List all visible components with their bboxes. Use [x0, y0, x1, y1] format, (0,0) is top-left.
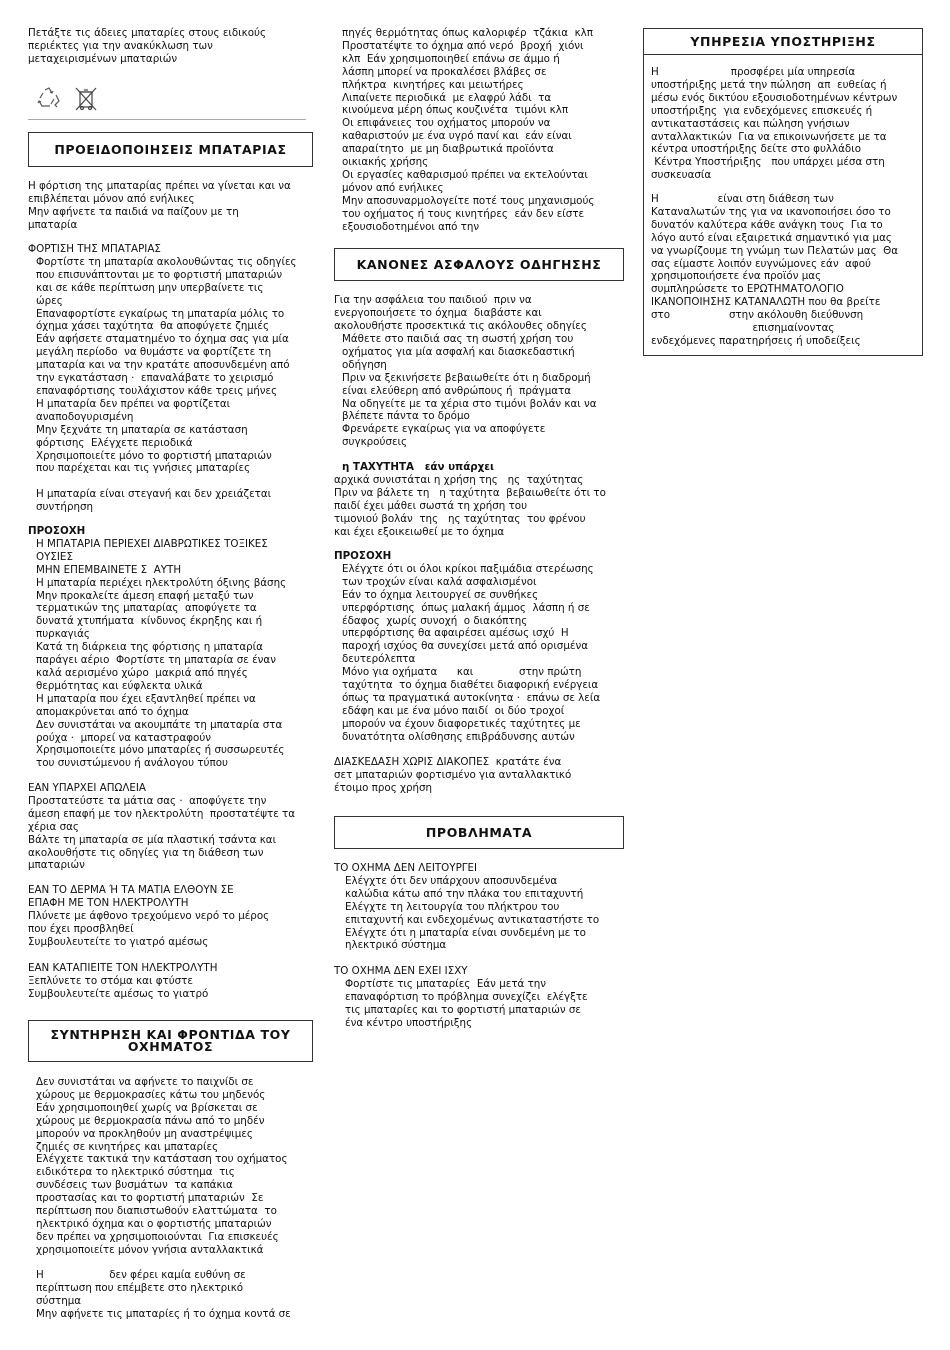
text-line: συσκευασία [651, 169, 712, 182]
care-text [28, 1076, 313, 1257]
text-line: Μην ξεχνάτε τη μπαταρία σε κατάσταση [36, 423, 248, 436]
text-line: Να οδηγείτε με τα χέρια στο τιμόνι βολάν και να [342, 397, 597, 410]
text-line: σας είμαστε λοιπόν ευγνώμονες εάν αφού [651, 257, 871, 270]
text-line: περιέκτες για την ανακύκλωση των [28, 39, 213, 52]
text-line: μπορούν να έχουν διαφορετικές ταχύτητες με [342, 717, 581, 730]
text-line: Φορτίστε τη μπαταρία ακολουθώντας τις οδηγίες [36, 255, 297, 268]
text-line: Η ΜΠΑΤΑΡΙΑ ΠΕΡΙΕΧΕΙ ΔΙΑΒΡΩΤΙΚΕΣ ΤΟΞΙΚΕΣ [36, 537, 268, 550]
text-line: παράγει αέριο Φορτίστε τη μπαταρία σε έναν [36, 654, 276, 667]
text-line: είναι ελεύθερη από ανθρώπους ή πράγματα [342, 384, 572, 397]
text-line: χρησιμοποιήσετε ένα προϊόν μας [651, 270, 822, 283]
text-line: ανταλλακτικών Για να επικοινωνήσετε με τα [651, 130, 887, 143]
text-line: Πριν να ξεκινήσετε βεβαιωθείτε ότι η διαδρομή [342, 371, 591, 384]
text-line: Προστατεύστε τα μάτια σας · αποφύγετε την [28, 794, 267, 807]
skin-contact-section [28, 884, 313, 949]
caution2-title: ΠΡΟΣΟΧΗ [334, 550, 392, 562]
text-line: τις μπαταρίες και το φορτιστή μπαταριών σε [345, 1003, 581, 1016]
text-line: Μην αποσυναρμολογείτε ποτέ τους μηχανισμούς [342, 194, 595, 207]
text-line: τιμονιού βολάν της ης ταχύτητας του φρένου [334, 512, 586, 525]
text-line: Για την ασφάλεια του παιδιού πριν να [334, 294, 532, 306]
text-line: ένα κέντρο υποστήριξης [345, 1016, 473, 1029]
text-line: ΕΑΝ ΤΟ ΔΕΡΜΑ Ή ΤΑ ΜΑΤΙΑ ΕΛΘΟΥΝ ΣΕ [28, 884, 234, 896]
text-line: Ελέγχτε ότι η μπαταρία είναι συνδεμένη με το [345, 926, 586, 939]
heading-safe-driving: ΚΑΝΟΝΕΣ ΑΣΦΑΛΟΥΣ ΟΔΗΓΗΣΗΣ [334, 248, 624, 281]
text-line: που έχει προσβληθεί [28, 922, 134, 935]
text-line: που παρέχεται και τις γνήσιες μπαταρίες [36, 462, 251, 475]
text-line: Εάν αφήσετε σταματημένο το όχημα σας για μία [36, 333, 289, 346]
text-line: Κέντρα Υποστήριξης που υπάρχει μέσα στη [651, 156, 885, 169]
safety-intro [334, 294, 624, 333]
text-line: κινούμενα μέρη όπως κουζινέτα τιμόνι κλπ [342, 104, 569, 117]
text-line: του συνιστώμενου ή ανάλογου τύπου [36, 757, 228, 770]
problem-2-title: ΤΟ ΟΧΗΜΑ ΔΕΝ ΕΧΕΙ ΙΣΧΥ [334, 965, 468, 977]
text-line: δυνατά χτυπήματα κίνδυνος έκρηξης και ή [36, 615, 263, 628]
text-line: Εάν χρησιμοποιηθεί χωρίς να βρίσκεται σε [36, 1101, 258, 1114]
problem-1-text [334, 875, 624, 952]
text-line: εδάφη και με ένα μόνο παιδί οι δύο τροχοί [342, 704, 565, 717]
text-line: Κατά τη διάρκεια της φόρτισης η μπαταρία [36, 641, 263, 654]
problem-1 [334, 862, 624, 952]
text-line: μπαταρία [28, 218, 78, 231]
recycle-intro [28, 27, 313, 66]
text-line: τερματικών της μπαταρίας αποφύγετε τα [36, 602, 257, 615]
text-line: να γνωρίζουμε τη γνώμη των Πελατών μας Θα [651, 244, 899, 257]
text-line: καθαριστούν με ένα υγρό πανί και εάν είναι [342, 130, 572, 143]
text-line: Προστατέψτε το όχημα από νερό βροχή χιόνι [342, 39, 584, 52]
text-line: περίπτωση που επέμβετε στο ηλεκτρικό [36, 1281, 244, 1294]
text-line: Δεν συνιστάται να αφήνετε το παιχνίδι σε [36, 1076, 254, 1088]
text-line: Οι επιφάνειες του οχήματος μπορούν να [342, 117, 551, 130]
text-line: υποστήριξης μετά την πώληση απ ευθείας ή [651, 78, 887, 91]
caution-text [28, 538, 313, 770]
text-line: οχήματος για μία ασφαλή και διασκεδαστική [342, 345, 575, 358]
care-continued [334, 27, 624, 234]
speed-section [334, 461, 624, 538]
heading-care: ΣΥΝΤΗΡΗΣΗ ΚΑΙ ΦΡΟΝΤΙΔΑ ΤΟΥ ΟΧΗΜΑΤΟΣ [28, 1020, 313, 1062]
heading-problems: ΠΡΟΒΛΗΜΑΤΑ [334, 816, 624, 849]
text-line: ηλεκτρικό όχημα και ο φορτιστής μπαταριών [36, 1217, 272, 1230]
disposal-icons [36, 86, 98, 112]
problem-1-title: ΤΟ ΟΧΗΜΑ ΔΕΝ ΛΕΙΤΟΥΡΓΕΙ [334, 862, 478, 874]
text-line: Ελέγχτε τη λειτουργία του πλήκτρου του [345, 900, 560, 913]
support-text-1 [651, 66, 923, 182]
text-line: ΕΠΑΦΗ ΜΕ ΤΟΝ ΗΛΕΚΤΡΟΛΥΤΗ [28, 896, 189, 909]
text-line: ταχύτητα το όχημα διαθέτει διαφορική ενέργεια [342, 679, 599, 692]
text-line: δυνατόν καλύτερα κάθε ανάγκη τους Για το [651, 218, 883, 231]
charging-section [28, 243, 313, 475]
text-line: έδαφος χωρίς συνοχή ο διακόπτης [342, 614, 528, 627]
text-line: ΔΙΑΣΚΕΔΑΣΗ ΧΩΡΙΣ ΔΙΑΚΟΠΕΣ κρατάτε ένα [334, 756, 562, 768]
text-line: μέσω ενός δικτύου εξουσιοδοτημένων κέντρων [651, 91, 898, 104]
text-line: Πετάξτε τις άδειες μπαταρίες στους ειδικούς [28, 27, 267, 39]
text-line: ΕΑΝ ΥΠΑΡΧΕΙ ΑΠΩΛΕΙΑ [28, 782, 146, 794]
text-line: στο στην ακόλουθη διεύθυνση [651, 309, 864, 322]
safety-rules [334, 333, 624, 449]
text-line: επαναφόρτιση το πρόβλημα συνεχίζει ελέγξτε [345, 990, 588, 1003]
divider [28, 119, 306, 120]
text-line: Η μπαταρία που έχει εξαντληθεί πρέπει να [36, 692, 256, 705]
text-line: Ελέγχτε ότι οι όλοι κρίκοι παξιμάδια στερέωσης [342, 562, 594, 575]
text-line: Μόνο για οχήματα και στην πρώτη [342, 666, 582, 679]
text-line: Λιπαίνετε περιοδικά με ελαφρύ λάδι τα [342, 91, 552, 104]
crossed-bin-icon [74, 86, 98, 112]
sealed-note [28, 488, 313, 514]
text-line: Συμβουλευτείτε το γιατρό αμέσως [28, 935, 209, 948]
text-line: θερμότητας και εύφλεκτα υλικά [36, 679, 203, 692]
text-line: Χρησιμοποιείτε μόνο μπαταρίες ή συσσωρευτές [36, 744, 285, 757]
text-line: σετ μπαταριών φορτισμένο για ανταλλακτικό [334, 768, 572, 781]
text-line: παροχή ισχύος θα συνεχίσει μετά από ορισμένα [342, 640, 588, 653]
text-line: οικιακής χρήσης [342, 156, 429, 169]
text-line: μόνον από ενήλικες [342, 181, 444, 194]
text-line: και σε κάθε περίπτωση μην υπερβαίνετε τις [36, 281, 264, 294]
text-line: κέντρα υποστήριξης δείτε στο φυλλάδιο [651, 143, 861, 156]
text-line: μπαταρία και να την κρατάτε αποσυνδεμένη από [36, 359, 290, 372]
text-line: Πλύνετε με άφθονο τρεχούμενο νερό το μέρος [28, 909, 270, 922]
text-line: κλπ Εάν χρησιμοποιηθεί επάνω σε άμμο ή [342, 52, 560, 65]
text-line: ρούχα · μπορεί να καταστραφούν [36, 731, 212, 744]
text-line: εξουσιοδοτημένοι από την [342, 220, 480, 233]
text-line: λάσπη μπορεί να προκαλέσει βλάβες σε [342, 65, 547, 78]
text-line: καλά αερισμένο χώρο μακριά από πηγές [36, 666, 248, 679]
text-line: Η δεν φέρει καμία ευθύνη σε [36, 1269, 246, 1281]
swallow-section [28, 962, 313, 1001]
text-line: μεταχειρισμένων μπαταριών [28, 52, 178, 65]
text-line: προστασίας και το φορτιστή μπαταριών Σε [36, 1192, 264, 1205]
text-line: δευτερόλεπτα [342, 653, 416, 666]
text-line: Μην αφήνετε τις μπαταρίες ή το όχημα κοντά σε [36, 1307, 291, 1320]
text-line: ενεργοποιήσετε το όχημα διαβάστε και [334, 306, 542, 319]
speed-title: η ΤΑΧΥΤΗΤΑ εάν υπάρχει [342, 461, 495, 473]
text-line: βλέπετε πάντα το δρόμο [342, 410, 470, 423]
text-line: Δεν συνιστάται να ακουμπάτε τη μπαταρία στα [36, 718, 283, 731]
text-line: την εγκατάσταση · επαναλάβατε το χειρισμό [36, 372, 274, 385]
problem-2 [334, 965, 624, 1030]
text-line: των τροχών είναι καλά ασφαλισμένοι [342, 575, 537, 588]
text-line: Πριν να βάλετε τη η ταχύτητα βεβαιωθείτε ότι το [334, 486, 606, 499]
text-line: Μην αφήνετε τα παιδιά να παίζουν με τη [28, 205, 239, 218]
text-line: ακολουθήστε προσεκτικά τις ακόλουθες οδηγίες [334, 319, 587, 332]
support-text-2 [651, 193, 923, 348]
text-line: χώρους με θερμοκρασίες κάτω του μηδενός [36, 1088, 266, 1101]
text-line: Ελέγχετε τακτικά την κατάσταση του οχήματος [36, 1153, 288, 1166]
fun-note [334, 756, 624, 795]
text-line: Η μπαταρία δεν πρέπει να φορτίζεται [36, 397, 231, 410]
charging-text [28, 256, 313, 475]
text-line: συγκρούσεις [342, 436, 408, 449]
text-line: συνδέσεις των βυσμάτων τα καπάκια [36, 1179, 233, 1192]
text-line: ειδικότερα το ηλεκτρικό σύστημα τις [36, 1166, 235, 1179]
text-line: Η μπαταρία είναι στεγανή και δεν χρειάζεται [36, 488, 272, 500]
text-line: Μάθετε στο παιδιά σας τη σωστή χρήση του [342, 333, 574, 345]
text-line: επισημαίνοντας [651, 322, 835, 335]
text-line: Βάλτε τη μπαταρία σε μία πλαστική τσάντα και [28, 833, 277, 846]
text-line: απομακρύνεται από το όχημα [36, 705, 189, 718]
text-line: όχημα χάσει ταχύτητα θα αποφύγετε ζημιές [36, 320, 269, 333]
text-line: σύστημα [36, 1294, 82, 1307]
text-line: μπαταριών [28, 859, 85, 872]
text-line: ακολουθήστε τις οδηγίες για τη διάθεση των [28, 846, 264, 859]
caution-title: ΠΡΟΣΟΧΗ [28, 525, 86, 537]
battery-intro [28, 180, 313, 232]
text-line: παιδί έχει μάθει σωστά τη χρήση του [334, 499, 528, 512]
text-line: μεγάλη περίοδο να θυμάστε να φορτίζετε τη [36, 346, 272, 359]
text-line: Η φόρτιση της μπαταρίας πρέπει να γίνεται και να [28, 180, 291, 192]
text-line: συντήρηση [36, 500, 94, 513]
text-line: Φρενάρετε εγκαίρως για να αποφύγετε [342, 423, 546, 436]
text-line: επιταχυντή και ενδεχομένως αντικαταστήστε το [345, 913, 600, 926]
text-line: περίπτωση που διαπιστωθούν ελαττώματα το [36, 1205, 277, 1218]
text-line: χέρια σας [28, 820, 79, 833]
charging-title: ΦΟΡΤΙΣΗ ΤΗΣ ΜΠΑΤΑΡΙΑΣ [28, 243, 161, 255]
text-line: όπως τα πραγματικά αυτοκίνητα · επάνω σε λεία [342, 691, 601, 704]
text-line: υπερφόρτισης θα αφαιρέσει αμέσως ισχύ Η [342, 627, 569, 640]
text-line: αρχικά συνιστάται η χρήση της ης ταχύτητας [334, 473, 584, 486]
text-line: Μην προκαλείτε άμεση επαφή μεταξύ των [36, 589, 254, 602]
text-line: απαραίτητο με μη διαβρωτικά προϊόντα [342, 143, 554, 156]
text-line: πυρκαγιάς [36, 628, 90, 641]
liability-text [28, 1269, 313, 1321]
text-line: οδήγηση [342, 358, 387, 371]
text-line: δεν πρέπει να χρησιμοποιούνται Για επισκευές [36, 1230, 279, 1243]
text-line: δυνατότητα ολίσθησης επιβράδυνσης αυτών [342, 730, 575, 743]
speed-text [334, 474, 624, 539]
text-line: Η μπαταρία περιέχει ηλεκτρολύτη όξινης βάσης [36, 576, 287, 589]
text-line: ΟΥΣΙΕΣ [36, 550, 73, 563]
text-line: έτοιμο προς χρήση [334, 781, 433, 794]
text-line: ώρες [36, 294, 63, 307]
text-line: ηλεκτρικό σύστημα [345, 939, 447, 952]
caution2-section [334, 550, 624, 744]
heading-support: ΥΠΗΡΕΣΙΑ ΥΠΟΣΤΗΡΙΞΗΣ [643, 28, 923, 55]
text-line: Οι εργασίες καθαρισμού πρέπει να εκτελούνται [342, 168, 588, 181]
text-line: αντικαταστάσεις και πώληση γνήσιων [651, 117, 850, 130]
text-line: υπερφόρτισης όπως μαλακή άμμος λάσπη ή σε [342, 601, 590, 614]
text-line: ΜΗΝ ΕΠΕΜΒΑΙΝΕΤΕ Σ ΑΥΤΗ [36, 563, 182, 576]
caution-section [28, 525, 313, 770]
text-line: συμπληρώσετε το ΕΡΩΤΗΜΑΤΟΛΟΓΙΟ [651, 283, 844, 296]
text-line: ενδεχόμενες παρατηρήσεις ή υποδείξεις [651, 334, 861, 347]
text-line: μπορούν να προκληθούν μη αναστρέψιμες [36, 1127, 253, 1140]
text-line: χρησιμοποιείτε μόνον γνήσια ανταλλακτικά [36, 1243, 264, 1256]
heading-battery-warnings: ΠΡΟΕΙΔΟΠΟΙΗΣΕΙΣ ΜΠΑΤΑΡΙΑΣ [28, 132, 313, 167]
text-line: Επαναφορτίστε εγκαίρως τη μπαταρία μόλις το [36, 307, 285, 320]
text-line: ΕΑΝ ΚΑΤΑΠΙΕΙΤΕ ΤΟΝ ΗΛΕΚΤΡΟΛΥΤΗ [28, 962, 218, 974]
text-line: αναποδογυρισμένη [36, 410, 134, 423]
text-line: Καταναλωτών της για να ικανοποιήσει όσο το [651, 205, 891, 218]
text-line: πηγές θερμότητας όπως καλοριφέρ τζάκια κλπ [342, 27, 593, 39]
leak-section [28, 782, 313, 872]
text-line: λόγο αυτό είναι εξαιρετικά σημαντικό για μας [651, 231, 892, 244]
text-line: χώρους με θερμοκρασία πάνω από το μηδέν [36, 1114, 265, 1127]
text-line: και έχει εξοικειωθεί με το όχημα [334, 525, 505, 538]
text-line: του οχήματος ή τους κινητήρες εάν δεν είστε [342, 207, 585, 220]
text-line: άμεση επαφή με τον ηλεκτρολύτη προστατέψτε τα [28, 807, 296, 820]
caution2-text [334, 563, 624, 744]
text-line: Η είναι στη διάθεση των [651, 193, 834, 205]
text-line: ΙΚΑΝΟΠΟΙΗΣΗΣ ΚΑΤΑΝΑΛΩΤΗ που θα βρείτε [651, 296, 881, 309]
text-line: φόρτισης Ελέγχετε περιοδικά [36, 436, 193, 449]
text-line: Η προσφέρει μία υπηρεσία [651, 66, 856, 78]
text-line: που επισυνάπτονται με το φορτιστή μπαταριών [36, 268, 283, 281]
text-line: επιβλέπεται μόνον από ενήλικες [28, 192, 195, 205]
text-line: επαναφόρτισης τουλάχιστον κάθε τρεις μήνες [36, 384, 278, 397]
text-line: καλώδια κάτω από την πλάκα του επιταχυντή [345, 887, 584, 900]
text-line: πλήκτρα κινητήρες και μειωτήρες [342, 78, 524, 91]
text-line: Ελέγχτε ότι δεν υπάρχουν αποσυνδεμένα [345, 874, 558, 887]
text-line: υποστήριξης για ενδεχόμενες επισκευές ή [651, 104, 873, 117]
text-line: Ξεπλύνετε το στόμα και φτύστε [28, 974, 193, 987]
text-line: ζημιές σε κινητήρες και μπαταρίες [36, 1140, 219, 1153]
recycle-icon [36, 86, 62, 110]
text-line: Φορτίστε τις μπαταρίες Εάν μετά την [345, 977, 547, 990]
problem-2-text [334, 978, 624, 1030]
text-line: Συμβουλευτείτε αμέσως το γιατρό [28, 987, 209, 1000]
text-line: Χρησιμοποιείτε μόνο το φορτιστή μπαταριών [36, 449, 272, 462]
text-line: Εάν το όχημα λειτουργεί σε συνθήκες [342, 588, 539, 601]
